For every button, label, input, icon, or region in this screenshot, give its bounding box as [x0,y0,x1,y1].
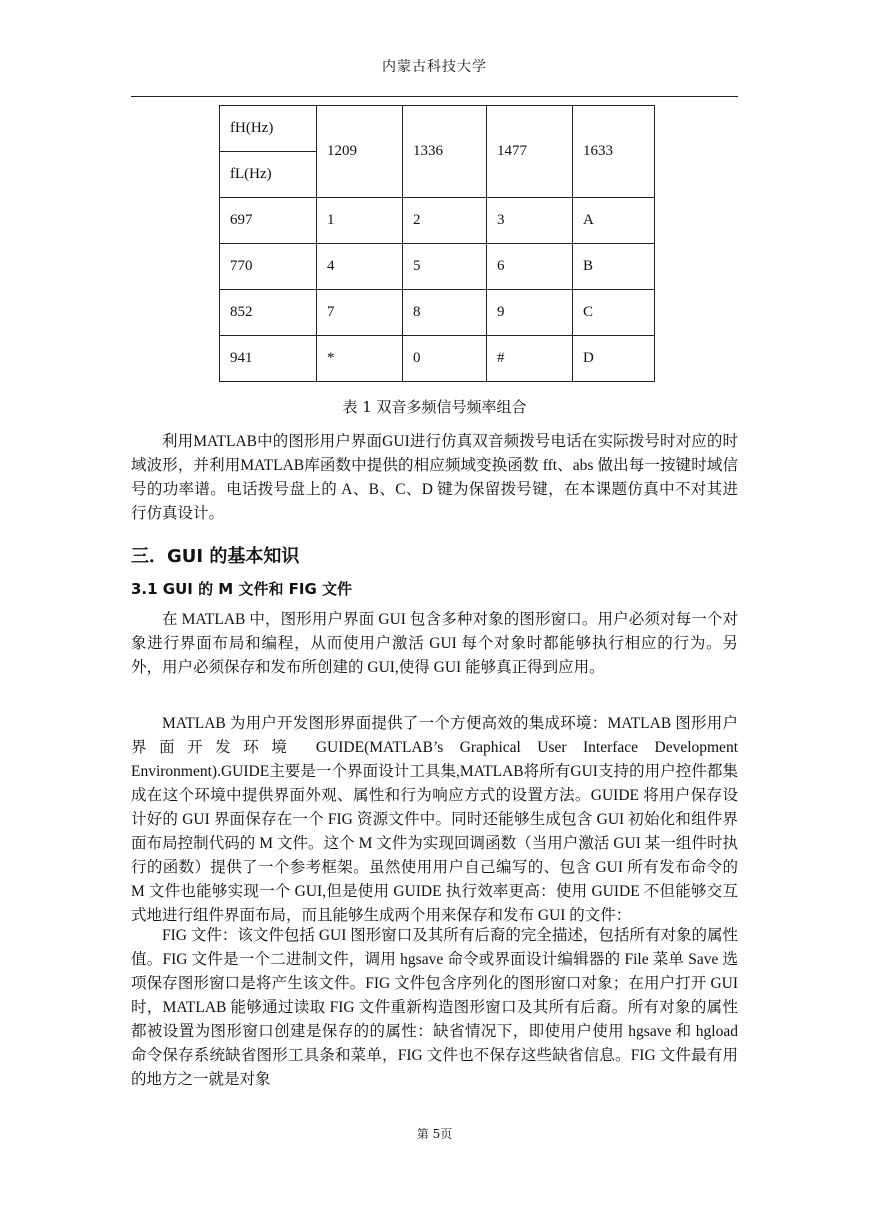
header-rule [131,96,738,97]
high-freq-cell: 1477 [487,106,573,198]
key-cell: C [573,290,655,336]
dtmf-frequency-table [219,105,655,382]
key-cell: B [573,244,655,290]
table-row [220,198,655,244]
key-cell: * [317,336,403,382]
key-cell: 1 [317,198,403,244]
table-row [220,244,655,290]
key-cell: # [487,336,573,382]
table-row [220,336,655,382]
key-cell: 6 [487,244,573,290]
low-freq-cell: 770 [220,244,317,290]
high-freq-cell: 1633 [573,106,655,198]
low-freq-cell: 852 [220,290,317,336]
key-cell: 5 [403,244,487,290]
key-cell: 8 [403,290,487,336]
key-cell: A [573,198,655,244]
page-header: 内蒙古科技大学 [382,59,487,75]
high-freq-cell: 1209 [317,106,403,198]
paragraph-guide: MATLAB 为用户开发图形界面提供了一个方便高效的集成环境：MATLAB 图形用户界面开发环境 GUIDE(MATLAB’s Graphical User Interface Development Environment).GUIDE主要是一个界面设计工具集,MATLAB将所有GUI支持的用户控件都集成在这个环境中提供界面外观、属性和行为响应方式的设置方法。GUIDE 将用户保存设计好的 GUI 界面保存在一个 FIG 资源文件中。同时还能够生成包含 GUI 初始化和组件界面布局控制代码的 M 文件。这个 M 文件为实现回调函数（当用户激活 GUI 某一组件时执行的函数）提供了一个参考框架。虽然使用用户自己编写的、包含 GUI 所有发布命令的 M 文件也能够实现一个 GUI,但是使用 GUIDE 执行效率更高：使用 GUIDE 不但能够交互式地进行组件界面布局，而且能够生成两个用来保存和发布 GUI 的文件： [131,715,738,924]
key-cell: 7 [317,290,403,336]
fh-label-cell: fH(Hz) [220,106,317,152]
fl-label-cell: fL(Hz) [220,152,317,198]
paragraph-gui-overview: 在 MATLAB 中，图形用户界面 GUI 包含多种对象的图形窗口。用户必须对每一个对象进行界面布局和编程，从而使用户激活 GUI 每个对象时都能够执行相应的行为。另外，用户必须保存和发布所创建的 GUI,使得 GUI 能够真正得到应用。 [131,611,738,676]
key-cell: 4 [317,244,403,290]
table-caption: 表 1 双音多频信号频率组合 [342,398,527,416]
page-number: 第 5页 [416,1127,453,1141]
section-heading: 三．GUI 的基本知识 [131,546,300,567]
low-freq-cell: 941 [220,336,317,382]
key-cell: 0 [403,336,487,382]
subsection-heading: 3.1 GUI 的 M 文件和 FIG 文件 [131,580,353,598]
key-cell: 3 [487,198,573,244]
high-freq-cell: 1336 [403,106,487,198]
paragraph-fig-file: FIG 文件：该文件包括 GUI 图形窗口及其所有后裔的完全描述，包括所有对象的属性值。FIG 文件是一个二进制文件，调用 hgsave 命令或界面设计编辑器的 File 菜单 Save 选项保存图形窗口是将产生该文件。FIG 文件包含序列化的图形窗口对象；在用户打开 GUI 时，MATLAB 能够通过读取 FIG 文件重新构造图形窗口及其所有后裔。所有对象的属性都被设置为图形窗口创建是保存的的属性：缺省情况下，即使用户使用 hgsave 和 hgload 命令保存系统缺省图形工具条和菜单，FIG 文件也不保存这些缺省信息。FIG 文件最有用的地方之一就是对象 [131,927,738,1088]
low-freq-cell: 697 [220,198,317,244]
key-cell: D [573,336,655,382]
paragraph-intro: 利用MATLAB中的图形用户界面GUI进行仿真双音频拨号电话在实际拨号时对应的时域波形，并利用MATLAB库函数中提供的相应频域变换函数 fft、abs 做出每一按键时域信号的功率谱。电话拨号盘上的 A、B、C、D 键为保留拨号键，在本课题仿真中不对其进行仿真设计。 [131,433,738,522]
key-cell: 2 [403,198,487,244]
key-cell: 9 [487,290,573,336]
table-row [220,290,655,336]
